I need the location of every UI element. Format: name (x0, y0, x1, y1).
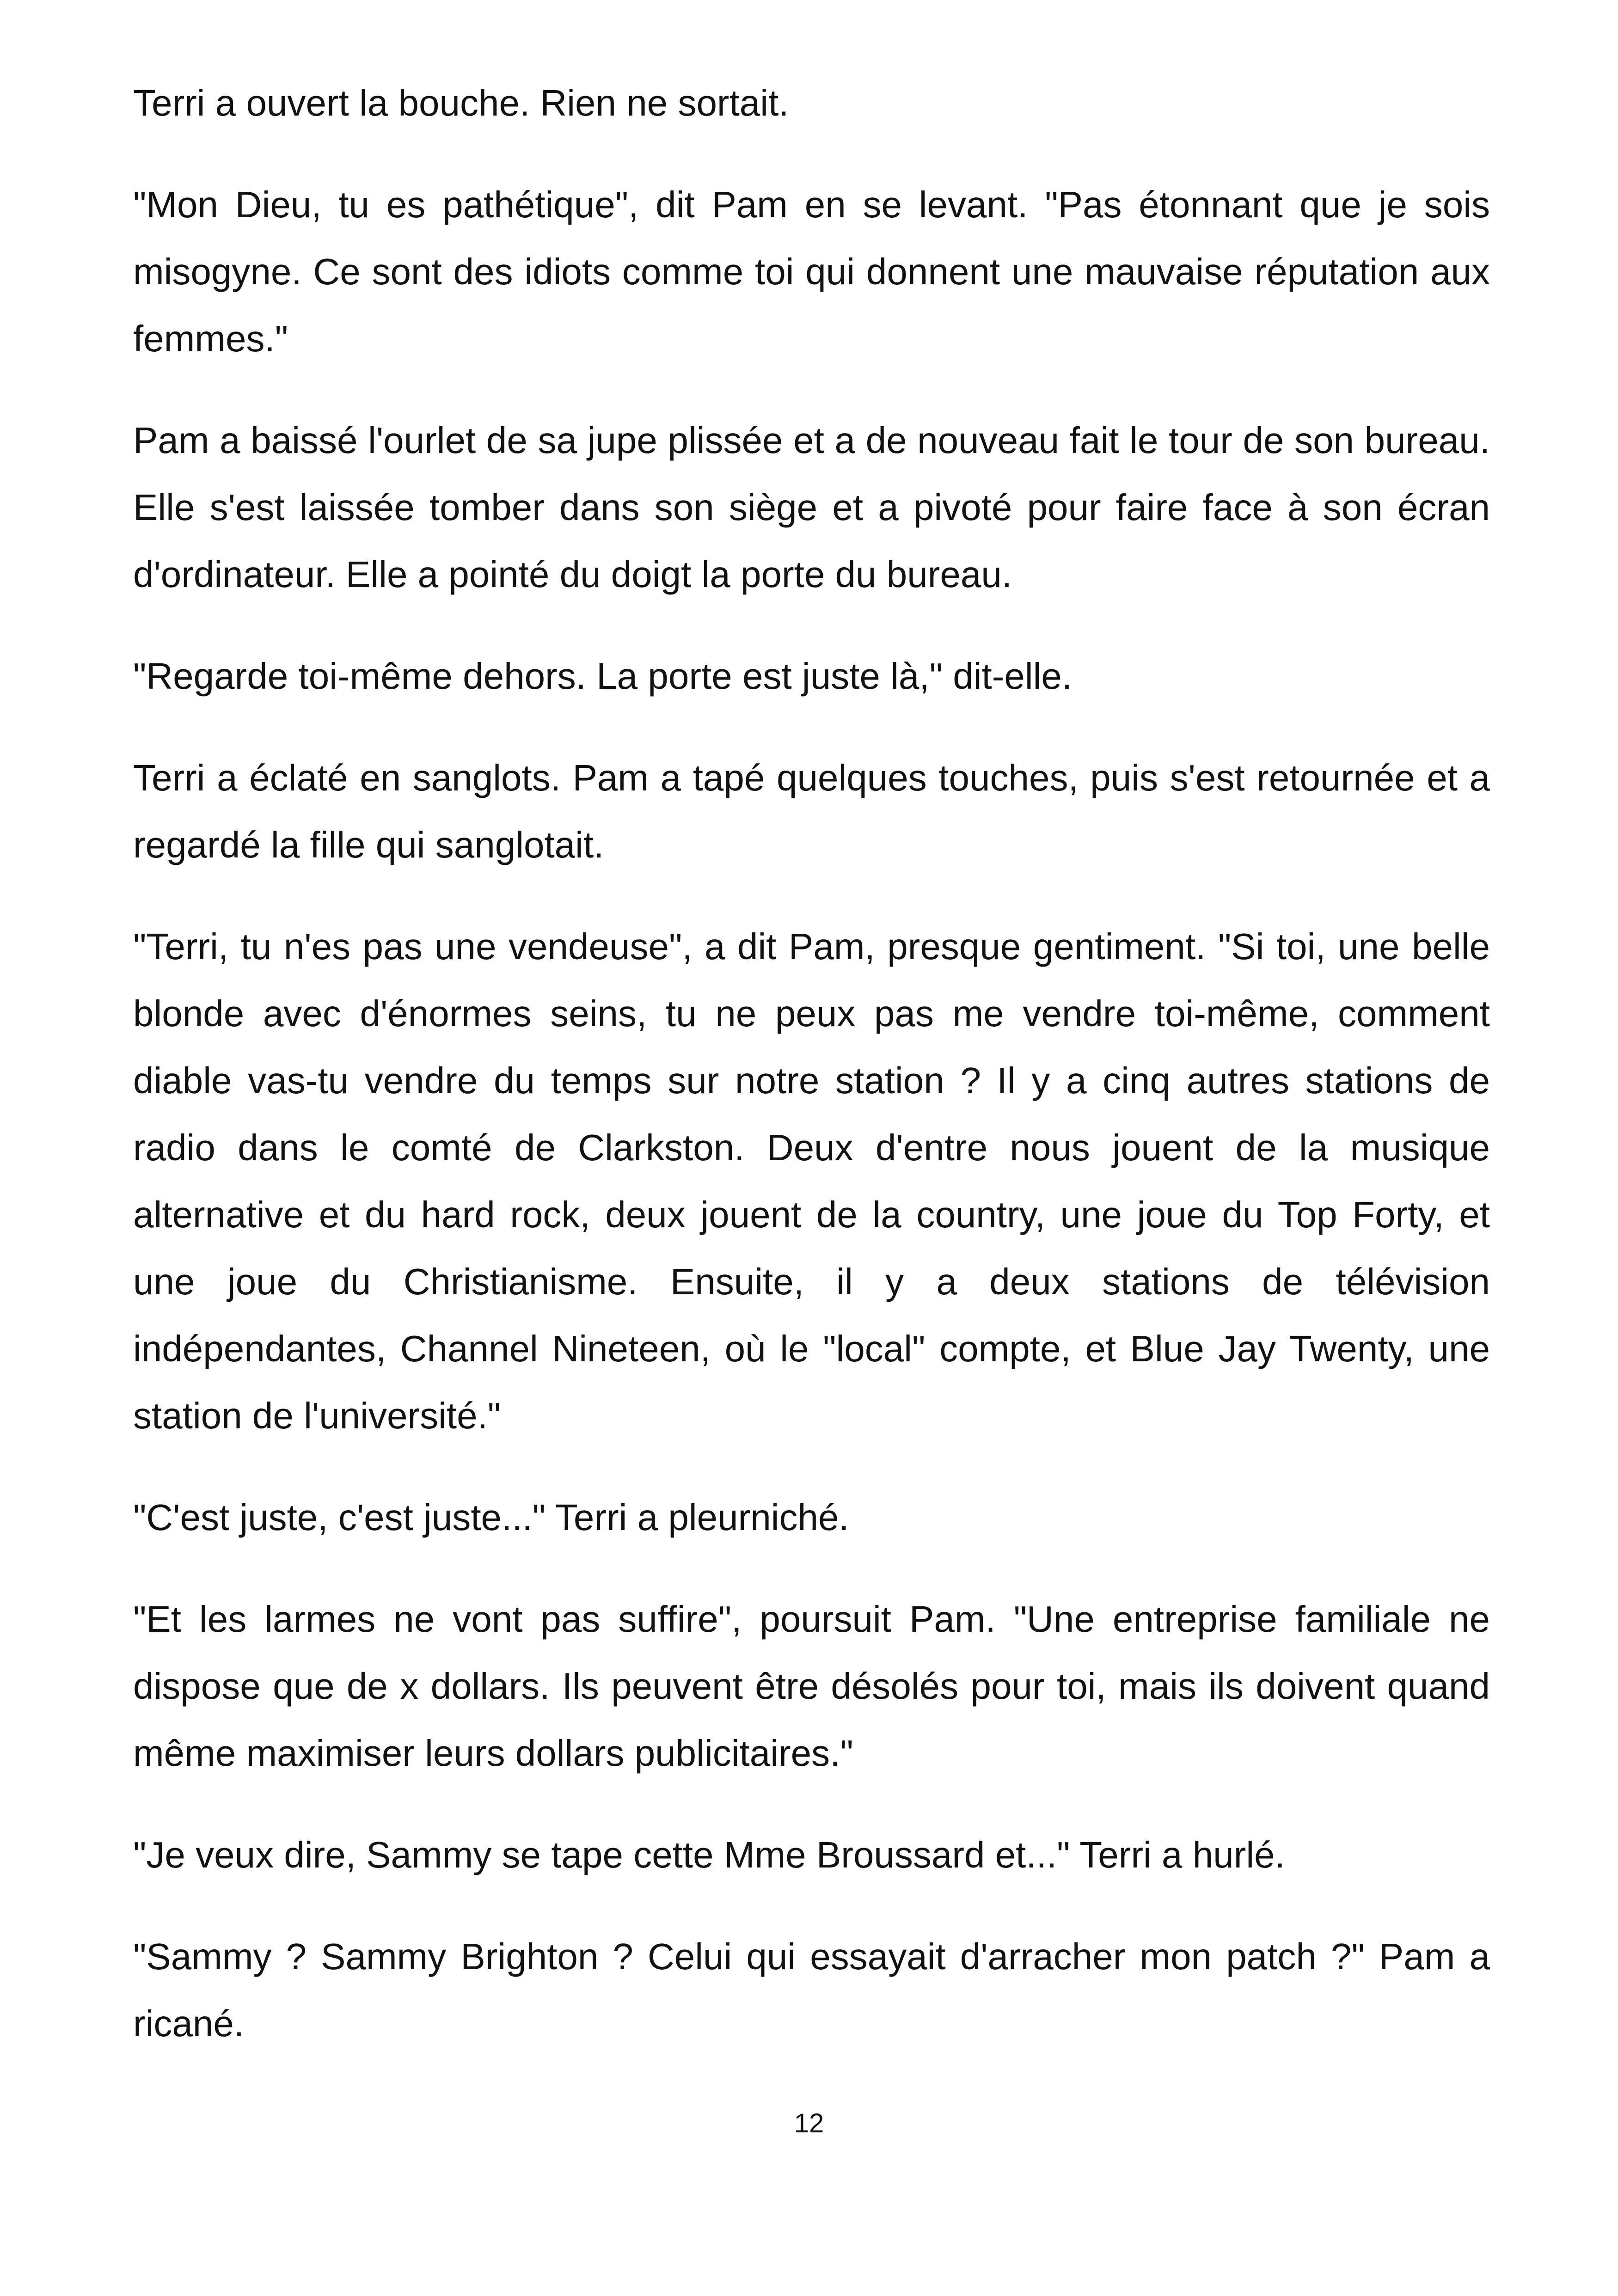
paragraph: Terri a éclaté en sanglots. Pam a tapé quelques touches, puis s'est retournée et a regardé la fille qui sanglotait. (133, 757, 1490, 865)
paragraph: "Et les larmes ne vont pas suffire", poursuit Pam. "Une entreprise familiale ne dispose que de x dollars. Ils peuvent être désolés pour toi, mais ils doivent quand même maximiser leurs dollars publicitaires." (133, 1598, 1490, 1774)
paragraph: "C'est juste, c'est juste..." Terri a pleurniché. (133, 1497, 849, 1538)
paragraph: "Je veux dire, Sammy se tape cette Mme Broussard et..." Terri a hurlé. (133, 1834, 1285, 1875)
paragraph: "Mon Dieu, tu es pathétique", dit Pam en se levant. "Pas étonnant que je sois misogyne. Ce sont des idiots comme toi qui donnent une mauvaise réputation aux femmes." (133, 184, 1490, 359)
paragraph: Pam a baissé l'ourlet de sa jupe plissée et a de nouveau fait le tour de son bureau. Elle s'est laissée tomber dans son siège et a pivoté pour faire face à son écran d'ordinateur. Elle a pointé du doigt la porte du bureau. (133, 420, 1490, 595)
paragraph: "Terri, tu n'es pas une vendeuse", a dit Pam, presque gentiment. "Si toi, une belle blonde avec d'énormes seins, tu ne peux pas me vendre toi-même, comment diable vas-tu vendre du temps sur notre station ? Il y a cinq autres stations de radio dans le comté de Clarkston. Deux d'entre nous jouent de la musique alternative et du hard rock, deux jouent de la country, une joue du Top Forty, et une joue du Christianisme. Ensuite, il y a deux stations de télévision indépendantes, Channel Nineteen, où le "local" compte, et Blue Jay Twenty, une station de l'université." (133, 926, 1490, 1436)
page-number: 12 (794, 2108, 824, 2138)
paragraph: "Regarde toi-même dehors. La porte est juste là," dit-elle. (133, 655, 1073, 697)
paragraph: "Sammy ? Sammy Brighton ? Celui qui essayait d'arracher mon patch ?" Pam a ricané. (133, 1936, 1490, 2044)
body-text (133, 69, 1490, 2057)
paragraph: Terri a ouvert la bouche. Rien ne sortait. (133, 82, 789, 123)
